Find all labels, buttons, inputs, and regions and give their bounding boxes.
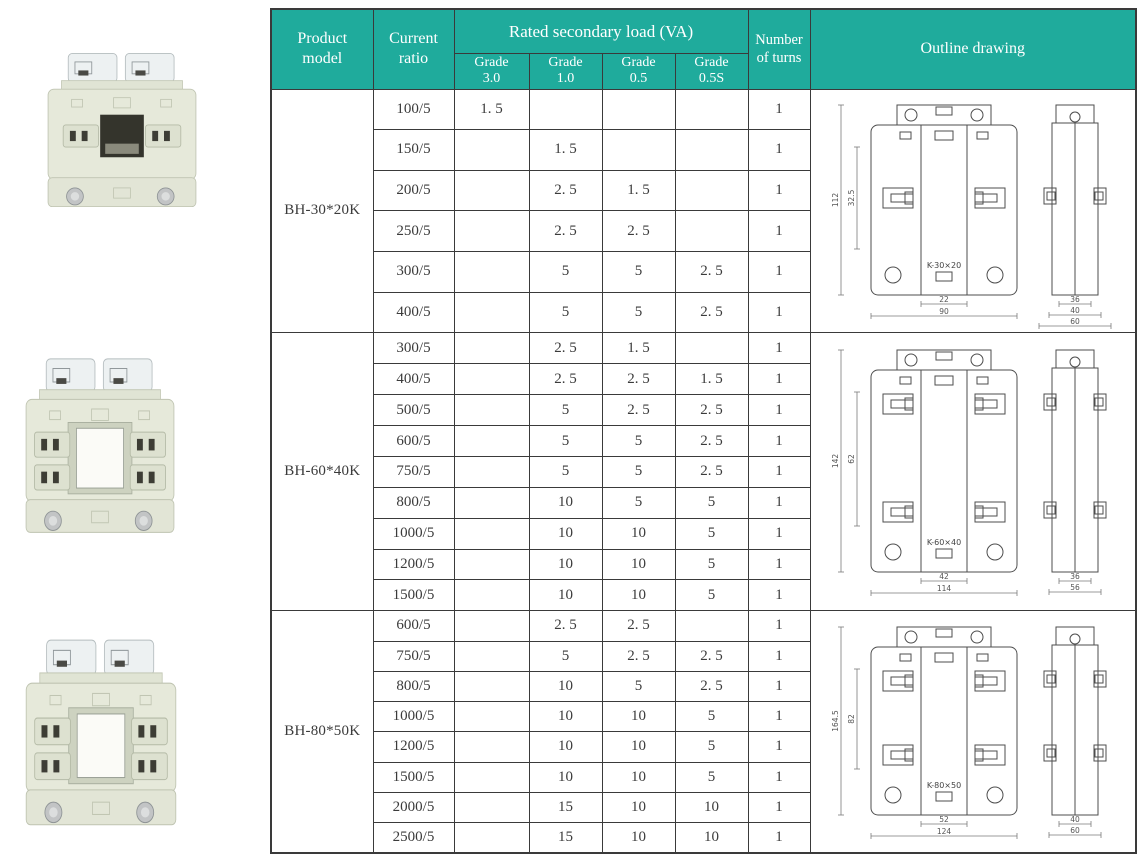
- cell-grade-3-0: [454, 170, 529, 211]
- cell-grade-0-5: 5: [602, 292, 675, 333]
- outline-drawing: [813, 93, 1133, 329]
- cell-grade-0-5: 10: [602, 549, 675, 580]
- header-line: model: [302, 50, 343, 68]
- cell-current-ratio: 1500/5: [373, 580, 454, 611]
- cell-number-of-turns: 1: [748, 456, 810, 487]
- product-model-cell: BH-30*20K: [271, 89, 373, 333]
- cell-grade-0-5s: 5: [675, 702, 748, 732]
- cell-current-ratio: 1500/5: [373, 762, 454, 792]
- dimension-label: 114: [936, 583, 951, 593]
- cell-grade-1-0: [529, 89, 602, 130]
- cell-grade-0-5s: [675, 211, 748, 252]
- cell-grade-3-0: [454, 518, 529, 549]
- header-line: 1.0: [556, 71, 575, 86]
- cell-grade-3-0: [454, 823, 529, 853]
- cell-grade-0-5s: 2. 5: [675, 641, 748, 671]
- header-product-model: [271, 9, 373, 89]
- dimension-label: 40: [1069, 305, 1080, 315]
- cell-grade-3-0: [454, 732, 529, 762]
- cell-grade-1-0: 10: [529, 518, 602, 549]
- cell-grade-0-5: 1. 5: [602, 333, 675, 364]
- cell-current-ratio: 600/5: [373, 611, 454, 641]
- cell-grade-1-0: 2. 5: [529, 211, 602, 252]
- cell-current-ratio: 2500/5: [373, 823, 454, 853]
- cell-current-ratio: 1200/5: [373, 549, 454, 580]
- cell-grade-0-5: 1. 5: [602, 170, 675, 211]
- current-transformer-photo: [38, 50, 206, 216]
- header-rated-secondary-load: Rated secondary load (VA): [454, 9, 748, 53]
- outline-drawing: [813, 338, 1133, 606]
- dimension-label: 62: [846, 454, 856, 464]
- cell-current-ratio: 400/5: [373, 364, 454, 395]
- dimension-label: 164.5: [830, 709, 840, 732]
- cell-grade-1-0: 10: [529, 549, 602, 580]
- header-line: Product: [297, 30, 348, 48]
- dimension-label: 32.5: [846, 189, 856, 207]
- cell-grade-0-5s: [675, 611, 748, 641]
- drawing-label: K-80×50: [926, 780, 961, 790]
- cell-grade-1-0: 5: [529, 292, 602, 333]
- cell-grade-1-0: 10: [529, 580, 602, 611]
- header-line: Grade: [474, 55, 509, 71]
- cell-number-of-turns: 1: [748, 762, 810, 792]
- cell-number-of-turns: 1: [748, 487, 810, 518]
- cell-grade-3-0: [454, 762, 529, 792]
- cell-grade-1-0: 2. 5: [529, 170, 602, 211]
- cell-grade-1-0: 15: [529, 823, 602, 853]
- cell-grade-0-5s: 2. 5: [675, 252, 748, 293]
- cell-grade-3-0: [454, 292, 529, 333]
- cell-grade-0-5: 5: [602, 426, 675, 457]
- table-section: [271, 89, 1136, 333]
- cell-grade-1-0: 1. 5: [529, 130, 602, 171]
- cell-grade-3-0: [454, 252, 529, 293]
- cell-grade-3-0: [454, 456, 529, 487]
- cell-grade-0-5: 2. 5: [602, 395, 675, 426]
- cell-grade-1-0: 10: [529, 762, 602, 792]
- cell-grade-1-0: 10: [529, 487, 602, 518]
- cell-grade-1-0: 5: [529, 641, 602, 671]
- cell-grade-0-5s: 5: [675, 580, 748, 611]
- cell-number-of-turns: 1: [748, 292, 810, 333]
- header-row-1: [271, 9, 1136, 53]
- cell-number-of-turns: 1: [748, 364, 810, 395]
- cell-grade-3-0: [454, 130, 529, 171]
- dimension-label: 36: [1069, 294, 1080, 304]
- cell-grade-0-5: 5: [602, 487, 675, 518]
- cell-grade-3-0: [454, 580, 529, 611]
- cell-grade-0-5s: 5: [675, 487, 748, 518]
- product-model-cell: BH-60*40K: [271, 333, 373, 611]
- cell-number-of-turns: 1: [748, 823, 810, 853]
- cell-grade-0-5s: 2. 5: [675, 426, 748, 457]
- cell-number-of-turns: 1: [748, 426, 810, 457]
- cell-current-ratio: 150/5: [373, 130, 454, 171]
- cell-grade-0-5s: 10: [675, 792, 748, 822]
- cell-current-ratio: 2000/5: [373, 792, 454, 822]
- cell-grade-1-0: 2. 5: [529, 611, 602, 641]
- cell-grade-0-5: 10: [602, 580, 675, 611]
- header-line: Grade: [548, 55, 583, 71]
- dimension-label: 52: [938, 814, 949, 824]
- cell-grade-0-5s: 2. 5: [675, 292, 748, 333]
- header-line: Number: [755, 32, 803, 49]
- current-transformer-photo: [16, 636, 186, 836]
- cell-grade-3-0: [454, 364, 529, 395]
- table-row: [271, 611, 1136, 641]
- cell-number-of-turns: 1: [748, 252, 810, 293]
- spec-table: [270, 8, 1137, 854]
- cell-grade-1-0: 2. 5: [529, 364, 602, 395]
- cell-current-ratio: 600/5: [373, 426, 454, 457]
- cell-grade-3-0: [454, 702, 529, 732]
- cell-grade-0-5: [602, 130, 675, 171]
- product-photo-bh-30-20k: [38, 50, 206, 216]
- cell-current-ratio: 300/5: [373, 333, 454, 364]
- cell-current-ratio: 100/5: [373, 89, 454, 130]
- cell-grade-0-5s: [675, 170, 748, 211]
- header-line: 0.5: [629, 71, 648, 86]
- dimension-label: 124: [936, 826, 951, 836]
- cell-grade-1-0: 15: [529, 792, 602, 822]
- cell-grade-0-5s: 5: [675, 549, 748, 580]
- dimension-label: 60: [1069, 825, 1080, 835]
- cell-grade-1-0: 5: [529, 426, 602, 457]
- cell-grade-3-0: [454, 641, 529, 671]
- table-section: [271, 333, 1136, 611]
- product-photo-bh-80-50k: [16, 636, 186, 836]
- header-line: ratio: [398, 50, 429, 68]
- dimension-label: 40: [1069, 814, 1080, 824]
- product-photo-bh-60-40k: [16, 355, 184, 543]
- cell-grade-1-0: 10: [529, 732, 602, 762]
- outline-drawing: [813, 615, 1133, 849]
- cell-current-ratio: 750/5: [373, 641, 454, 671]
- cell-grade-0-5s: 2. 5: [675, 395, 748, 426]
- product-model-cell: BH-80*50K: [271, 611, 373, 853]
- dimension-label: 56: [1069, 582, 1080, 592]
- header-number-of-turns: [748, 9, 810, 89]
- cell-grade-0-5: 10: [602, 732, 675, 762]
- header-grade-0-5s: [675, 53, 748, 89]
- cell-grade-0-5: 5: [602, 252, 675, 293]
- dimension-label: 36: [1069, 571, 1080, 581]
- table-section: [271, 611, 1136, 853]
- cell-current-ratio: 800/5: [373, 671, 454, 701]
- cell-grade-0-5: 2. 5: [602, 641, 675, 671]
- cell-number-of-turns: 1: [748, 732, 810, 762]
- cell-grade-3-0: 1. 5: [454, 89, 529, 130]
- cell-grade-1-0: 2. 5: [529, 333, 602, 364]
- outline-drawing-cell: [810, 333, 1136, 611]
- cell-grade-3-0: [454, 487, 529, 518]
- drawing-label: K-30×20: [926, 260, 961, 270]
- cell-current-ratio: 750/5: [373, 456, 454, 487]
- cell-number-of-turns: 1: [748, 130, 810, 171]
- cell-current-ratio: 1000/5: [373, 702, 454, 732]
- header-current-ratio: [373, 9, 454, 89]
- cell-grade-0-5: [602, 89, 675, 130]
- cell-number-of-turns: 1: [748, 395, 810, 426]
- dimension-label: 90: [938, 306, 949, 316]
- cell-number-of-turns: 1: [748, 170, 810, 211]
- cell-grade-0-5: 10: [602, 702, 675, 732]
- outline-drawing-cell: [810, 611, 1136, 853]
- current-transformer-photo: [16, 355, 184, 543]
- cell-grade-0-5s: 1. 5: [675, 364, 748, 395]
- cell-grade-0-5s: 5: [675, 518, 748, 549]
- cell-grade-0-5s: [675, 89, 748, 130]
- dimension-label: 112: [830, 192, 840, 208]
- cell-grade-3-0: [454, 395, 529, 426]
- cell-current-ratio: 1200/5: [373, 732, 454, 762]
- table-header: [271, 9, 1136, 89]
- cell-current-ratio: 250/5: [373, 211, 454, 252]
- cell-number-of-turns: 1: [748, 89, 810, 130]
- cell-current-ratio: 200/5: [373, 170, 454, 211]
- cell-grade-1-0: 10: [529, 702, 602, 732]
- header-grade-3-0: [454, 53, 529, 89]
- header-line: Current: [389, 30, 438, 48]
- cell-grade-3-0: [454, 333, 529, 364]
- dimension-label: 22: [938, 294, 949, 304]
- cell-grade-0-5: 2. 5: [602, 611, 675, 641]
- cell-grade-3-0: [454, 792, 529, 822]
- cell-number-of-turns: 1: [748, 549, 810, 580]
- dimension-label: 142: [830, 453, 840, 469]
- cell-grade-3-0: [454, 211, 529, 252]
- cell-current-ratio: 400/5: [373, 292, 454, 333]
- cell-current-ratio: 800/5: [373, 487, 454, 518]
- cell-grade-3-0: [454, 426, 529, 457]
- cell-grade-0-5: 2. 5: [602, 364, 675, 395]
- cell-grade-0-5: 10: [602, 518, 675, 549]
- cell-grade-0-5s: [675, 333, 748, 364]
- header-outline-drawing: Outline drawing: [810, 9, 1136, 89]
- cell-number-of-turns: 1: [748, 641, 810, 671]
- cell-grade-3-0: [454, 549, 529, 580]
- cell-current-ratio: 300/5: [373, 252, 454, 293]
- cell-grade-0-5s: 5: [675, 732, 748, 762]
- cell-grade-0-5s: 2. 5: [675, 671, 748, 701]
- header-line: Grade: [621, 55, 656, 71]
- cell-grade-1-0: 5: [529, 252, 602, 293]
- cell-current-ratio: 500/5: [373, 395, 454, 426]
- cell-current-ratio: 1000/5: [373, 518, 454, 549]
- cell-number-of-turns: 1: [748, 671, 810, 701]
- dimension-label: 42: [938, 571, 949, 581]
- cell-number-of-turns: 1: [748, 580, 810, 611]
- header-line: of turns: [756, 50, 802, 67]
- table-row: [271, 89, 1136, 130]
- outline-drawing-cell: [810, 89, 1136, 333]
- cell-grade-0-5s: 2. 5: [675, 456, 748, 487]
- cell-number-of-turns: 1: [748, 518, 810, 549]
- cell-number-of-turns: 1: [748, 211, 810, 252]
- header-line: Grade: [694, 55, 729, 71]
- cell-grade-1-0: 5: [529, 456, 602, 487]
- cell-grade-0-5: 10: [602, 762, 675, 792]
- dimension-label: 60: [1069, 316, 1080, 326]
- header-line: 0.5S: [698, 71, 725, 86]
- cell-grade-3-0: [454, 671, 529, 701]
- cell-grade-0-5: 2. 5: [602, 211, 675, 252]
- header-line: 3.0: [482, 71, 501, 86]
- cell-grade-0-5: 10: [602, 823, 675, 853]
- cell-number-of-turns: 1: [748, 611, 810, 641]
- drawing-label: K-60×40: [926, 537, 961, 547]
- table-row: [271, 333, 1136, 364]
- header-grade-0-5: [602, 53, 675, 89]
- cell-number-of-turns: 1: [748, 333, 810, 364]
- dimension-label: 82: [846, 713, 856, 724]
- cell-grade-3-0: [454, 611, 529, 641]
- cell-grade-1-0: 5: [529, 395, 602, 426]
- cell-grade-1-0: 10: [529, 671, 602, 701]
- cell-grade-0-5s: 10: [675, 823, 748, 853]
- cell-number-of-turns: 1: [748, 702, 810, 732]
- cell-grade-0-5: 10: [602, 792, 675, 822]
- cell-grade-0-5: 5: [602, 671, 675, 701]
- cell-grade-0-5s: 5: [675, 762, 748, 792]
- header-grade-1-0: [529, 53, 602, 89]
- cell-grade-0-5: 5: [602, 456, 675, 487]
- cell-number-of-turns: 1: [748, 792, 810, 822]
- cell-grade-0-5s: [675, 130, 748, 171]
